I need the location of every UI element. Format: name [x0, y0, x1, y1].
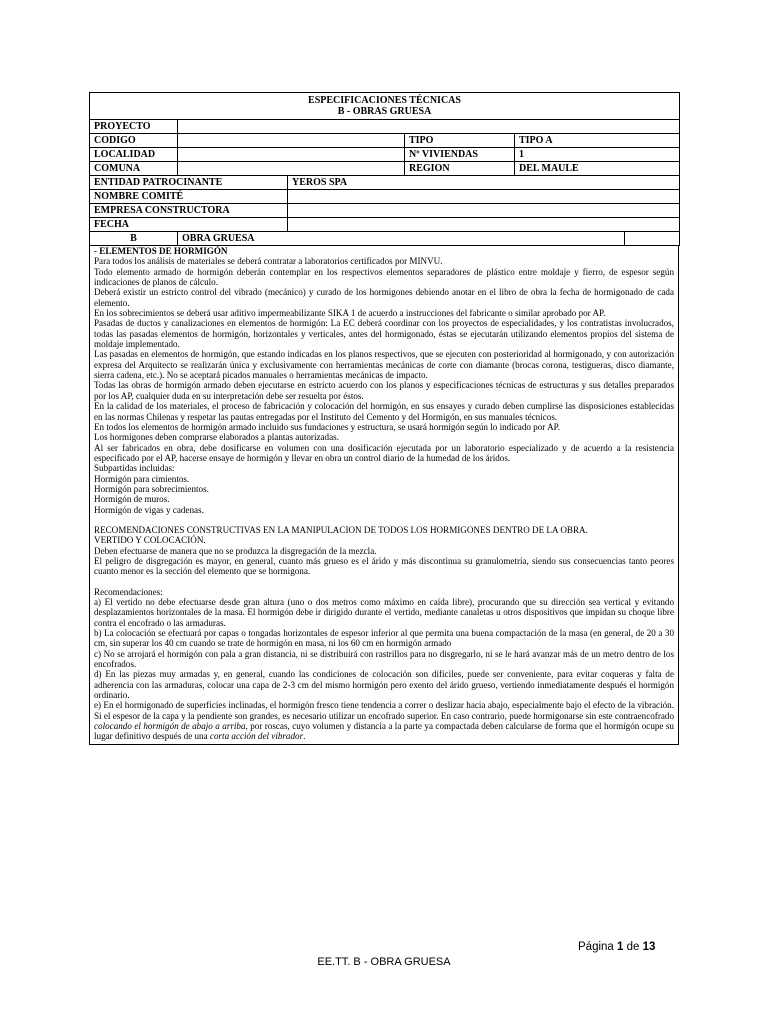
paragraph: Hormigón de muros. [94, 494, 170, 505]
paragraph: Todo elemento armado de hormigón deberán contemplar en los respectivos elementos separadores de plástico entre moldaje y fierro, de espesor según indicaciones de planos de cálculo. [94, 266, 674, 288]
viviendas-label: Nº VIVIENDAS [405, 148, 515, 162]
paragraph: Hormigón de vigas y cadenas. [94, 504, 204, 515]
region-value: DEL MAULE [515, 162, 680, 176]
paragraph: Las pasadas en elementos de hormigón, que estando indicadas en los planos respectivos, que se ejecuten con posterioridad al hormigonado, y con autorización expresa del Arquitecto se realizarán única y exclusivamente con herramientas mecánicas de corte con diamante (brocas corona, testigueras, disco diamante, sierra cadena, etc.). No se aceptará picados manuales o herramientas mecánicas de impacto. [94, 349, 674, 381]
paragraph: Hormigón para cimientos. [94, 473, 190, 484]
paragraph: El peligro de disgregación es mayor, en general, cuanto más grueso es el árido y más discontinua su granulometría, siendo sus consecuencias tanto peores cuanto menor es la sección del elemento que se hormigona. [94, 555, 674, 577]
paragraph: Pasadas de ductos y canalizaciones en elementos de hormigón: La EC deberá coordinar con los proyectos de especialidades, y los contratistas involucrados, todas las pasadas elementos de hormigón, horizontales y verticales, antes del hormigonado, éstas se ejecutarán utilizando elementos propios del sistema de moldaje implementado. [94, 318, 674, 350]
codigo-value [178, 134, 405, 148]
recommendation-item: b) La colocación se efectuará por capas o tongadas horizontales de espesor inferior al que permita una buena compactación de la masa (en general, de 20 a 30 cm, sin superar los 40 cm cuando se trate de hormigón en masa, ni los 60 cm en hormigón armado [94, 628, 674, 649]
vertido-heading: VERTIDO Y COLOCACIÓN. [94, 535, 206, 546]
paragraph: Todas las obras de hormigón armado deben ejecutarse en estricto acuerdo con los planos y especificaciones técnicas de estructuras y sus detalles preparados por los AP, cualquier duda en su interpretación debe ser resuelta por éstos. [94, 380, 674, 401]
localidad-label: LOCALIDAD [90, 148, 178, 162]
paragraph-list [94, 256, 674, 515]
paragraph: Para todos los análisis de materiales se deberá contratar a laboratorios certificados por MINVU. [94, 256, 443, 267]
fecha-value [288, 218, 680, 232]
fecha-label: FECHA [90, 218, 288, 232]
paragraph: Deberá existir un estricto control del vibrado (mecánico) y curado de los hormigones debiendo anotar en el libro de obra la fecha de hormigonado de cada elemento. [94, 287, 674, 308]
proyecto-label: PROYECTO [90, 120, 178, 134]
vertido-paragraphs [94, 546, 674, 577]
tipo-label: TIPO [405, 134, 515, 148]
recommendations-label: Recomendaciones: [94, 586, 163, 597]
comuna-label: COMUNA [90, 162, 178, 176]
footer-title: EE.TT. B - OBRA GRUESA [317, 956, 451, 968]
section-code: B [90, 232, 178, 246]
document-title: ESPECIFICACIONES TÉCNICAS B - OBRAS GRUESA [90, 93, 680, 120]
empresa-label: EMPRESA CONSTRUCTORA [90, 204, 288, 218]
comuna-value [178, 162, 405, 176]
region-label: REGION [405, 162, 515, 176]
recommendation-item-e: e) En el hormigonado de superficies inclinadas, el hormigón fresco tiene tendencia a correr o deslizar hacia abajo, especialmente bajo el efecto de la vibración. Si el espesor de la capa y la pendiente son grandes, es necesario utilizar un encofrado superior. En caso contrario, puede hormigonarse sin este contraencofrado colocando el hormigón de abajo a arriba, por roscas, cuyo volumen y distancia a la parte ya compactada deben calcularse de forma que el hormigón ocupe su lugar definitivo después de una corta acción del vibrador. [94, 700, 674, 742]
recommendations-heading: RECOMENDACIONES CONSTRUCTIVAS EN LA MANIPULACION DE TODOS LOS HORMIGONES DENTRO DE LA OBRA. [94, 524, 588, 535]
recommendation-item: c) No se arrojará el hormigón con pala a gran distancia, ni se distribuirá con rastrillos para no disgregarlo, ni se le hará avanzar más de un metro dentro de los encofrados. [94, 648, 674, 670]
paragraph: Hormigón para sobrecimientos. [94, 483, 209, 494]
entidad-value: YEROS SPA [288, 176, 680, 190]
spec-document [89, 92, 679, 745]
spec-body [89, 246, 679, 745]
page-number: Página 1 de 13 [578, 941, 656, 953]
section-heading: - ELEMENTOS DE HORMIGÓN [94, 246, 228, 256]
entidad-label: ENTIDAD PATROCINANTE [90, 176, 288, 190]
viviendas-value: 1 [515, 148, 680, 162]
paragraph: En todos los elementos de hormigón armado incluido sus fundaciones y estructura, se usará hormigón según lo indicado por AP. [94, 421, 560, 432]
paragraph: Al ser fabricados en obra, debe dosificarse en volumen con una dosificación ejecutada por un laboratorio especializado y de acuerdo a la resistencia especificado por el AP, hacerse ensaye de hormigón y llevar en obra un control diario de la humedad de los áridos. [94, 442, 674, 463]
localidad-value [178, 148, 405, 162]
empresa-value [288, 204, 680, 218]
paragraph: En la calidad de los materiales, el proceso de fabricación y colocación del hormigón, en sus ensayes y curado deben cumplirse las disposiciones establecidas en las normas Chilenas y respetar las pautas entregadas por el Instituto del Cemento y del Hormigón, en sus manuales técnicos. [94, 401, 674, 422]
paragraph: En los sobrecimientos se deberá usar aditivo impermeabilizante SIKA 1 de acuerdo a instrucciones del fabricante o similar aprobado por AP. [94, 308, 606, 319]
paragraph: Subpartidas incluidas: [94, 463, 175, 474]
comite-label: NOMBRE COMITÉ [90, 190, 288, 204]
comite-value [288, 190, 680, 204]
section-name: OBRA GRUESA [178, 232, 625, 246]
header-table [89, 92, 680, 246]
recommendation-item: a) El vertido no debe efectuarse desde gran altura (uno o dos metros como máximo en caída libre), procurando que su dirección sea vertical y evitando desplazamientos horizontales de la masa. El hormigón debe ir dirigido durante el vertido, mediante canaletas u otros dispositivos que impidan su choque libre contra el encofrado o las armaduras. [94, 597, 674, 628]
paragraph: Los hormigones deben comprarse elaborados a plantas autorizadas. [94, 432, 339, 443]
codigo-label: CODIGO [90, 134, 178, 148]
recommendation-list [94, 597, 674, 700]
proyecto-value [178, 120, 680, 134]
recommendation-item: d) En las piezas muy armadas y, en general, cuando las condiciones de colocación son difíciles, puede ser conveniente, para evitar coqueras y falta de adherencia con las armaduras, colocar una capa de 2-3 cm del mismo hormigón pero exento del árido grueso, vertiendo inmediatamente después el hormigón ordinario. [94, 669, 674, 701]
paragraph: Deben efectuarse de manera que no se produzca la disgregación de la mezcla. [94, 545, 377, 556]
section-extra [625, 232, 680, 246]
tipo-value: TIPO A [515, 134, 680, 148]
